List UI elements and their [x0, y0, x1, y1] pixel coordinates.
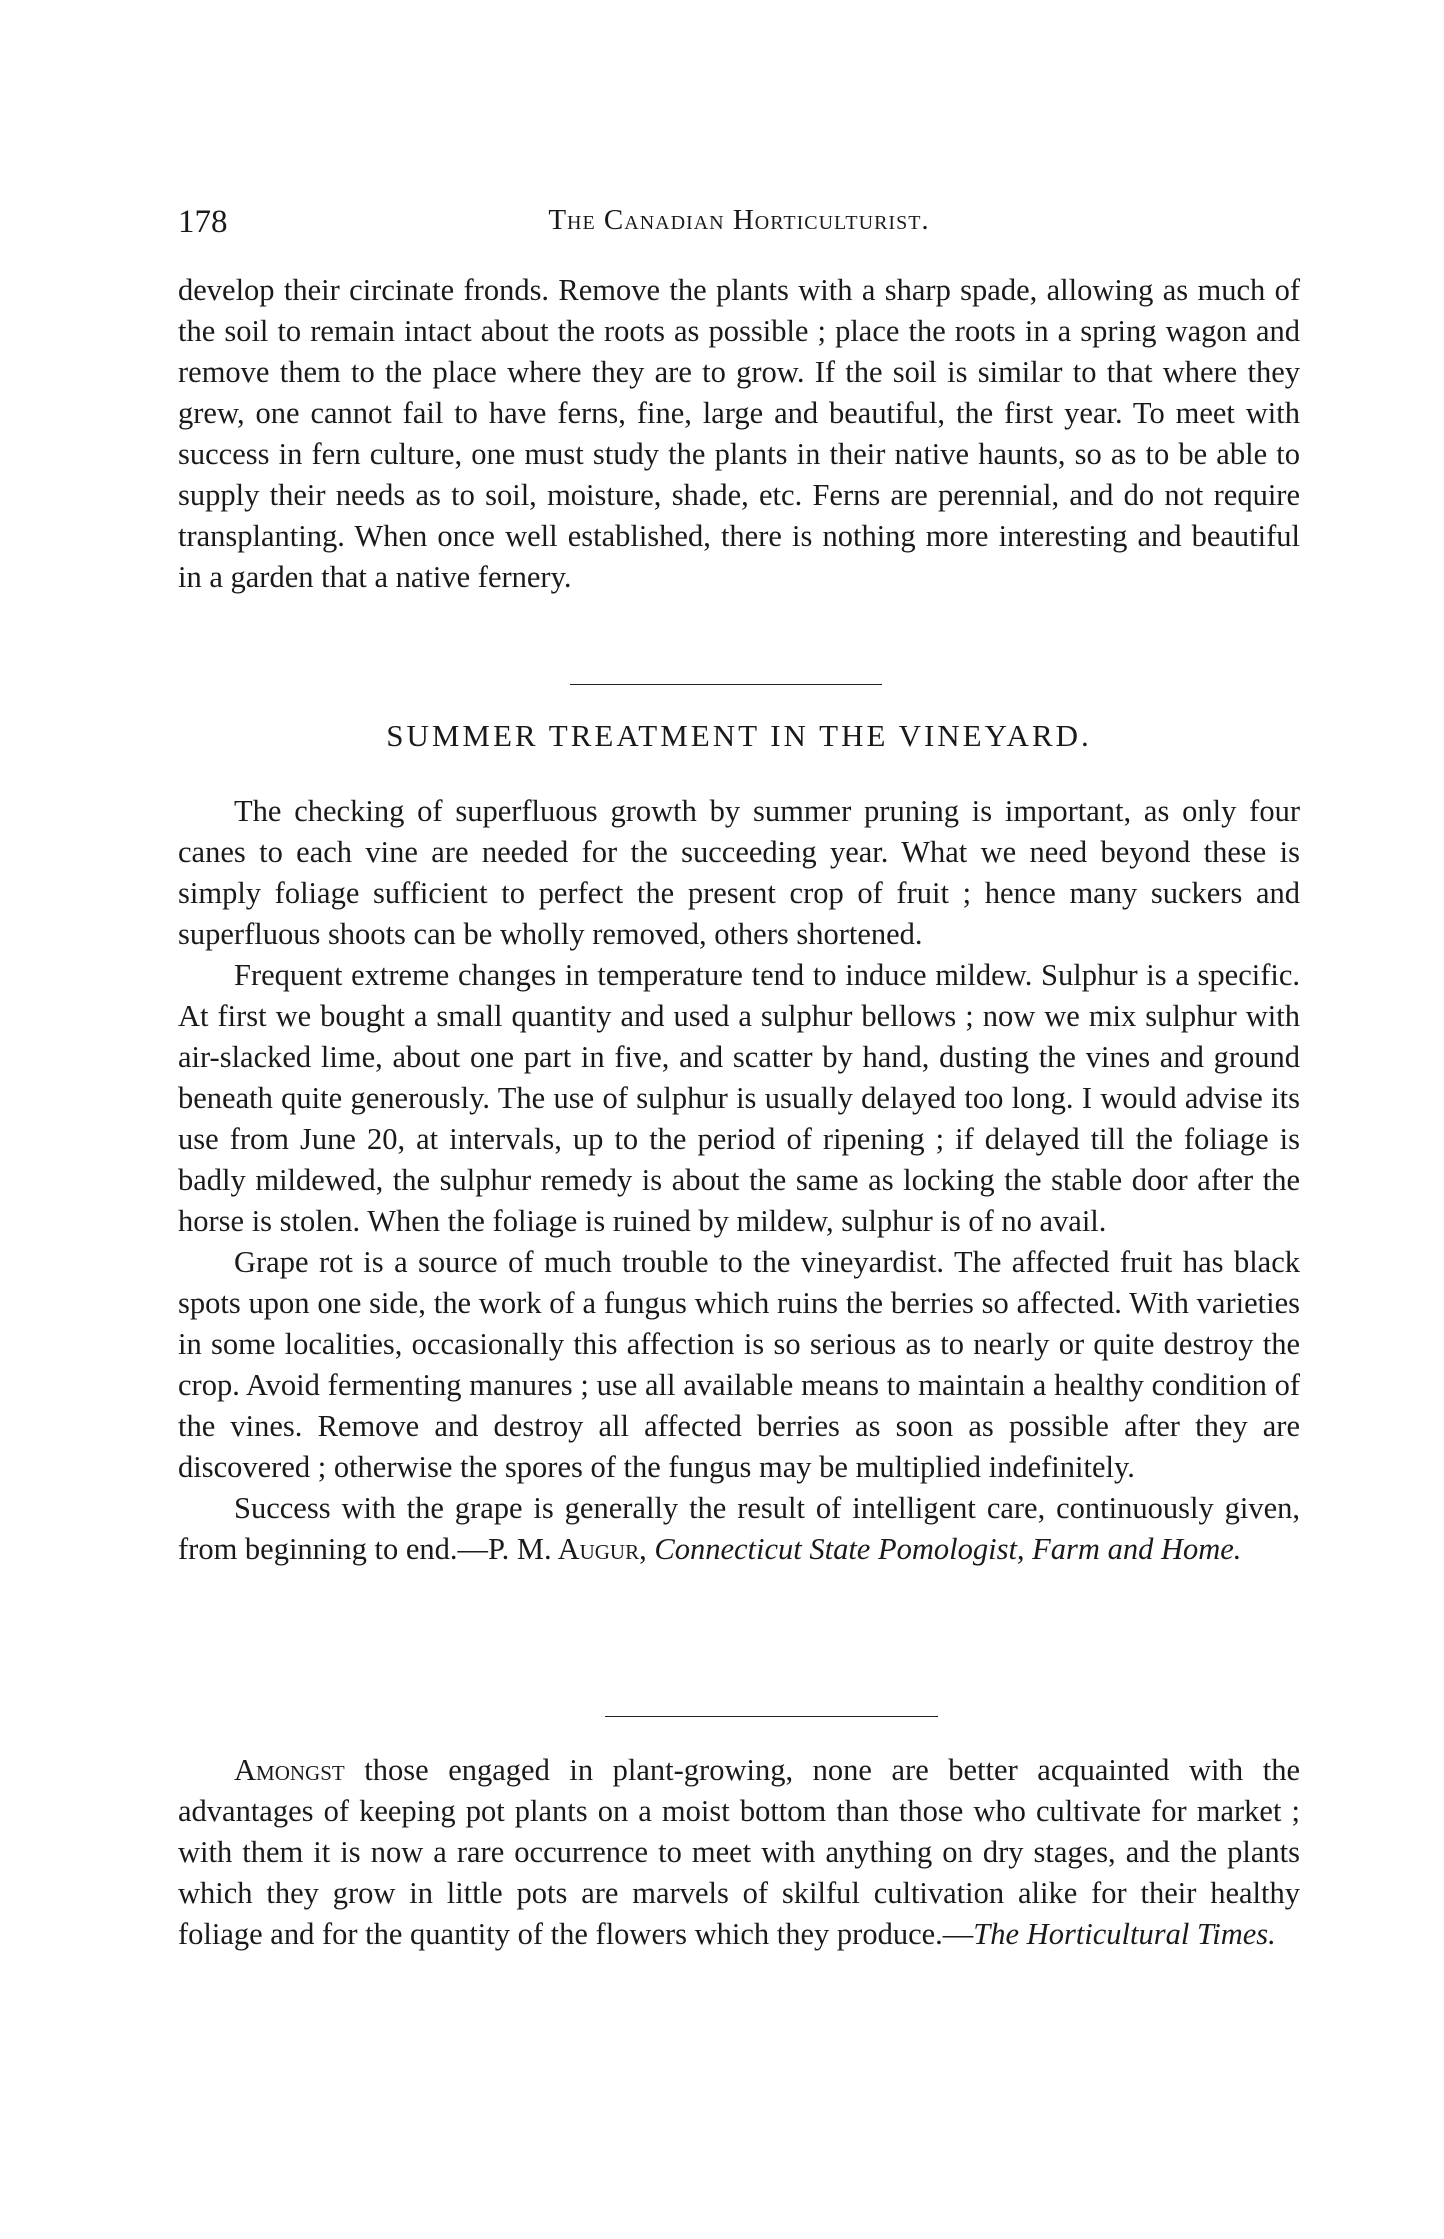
section-divider: [605, 1716, 938, 1717]
lead-word: Amongst: [234, 1753, 345, 1787]
paragraph-text: Success with the grape is generally the result of intelligent care, continuously given, from beginning to end.—: [178, 1491, 1300, 1566]
paragraph: Grape rot is a source of much trouble to the vineyardist. The affected fruit has black spots upon one side, the work of a fungus which ruins the berries so affected. With varieties in some localities, occasionally this affection is so serious as to nearly or quite destroy the crop. Avoid fermenting manures ; use all available means to maintain a healthy condition of the vines. Remove and destroy all affected berries as soon as possible after they are discovered ; otherwise the spores of the fungus may be multiplied indefinitely.: [178, 1245, 1300, 1484]
section-divider: [570, 684, 882, 685]
article-title: SUMMER TREATMENT IN THE VINEYARD.: [386, 718, 1092, 753]
vineyard-article-body: [178, 791, 1300, 1570]
page-number: 178: [178, 204, 228, 240]
paragraph: [178, 1488, 1300, 1570]
paragraph: Frequent extreme changes in temperature tend to induce mildew. Sulphur is a specific. At first we bought a small quantity and used a sulphur bellows ; now we mix sulphur with air-slacked lime, about one part in five, and scatter by hand, dusting the vines and ground beneath quite generously. The use of sulphur is usually delayed too long. I would advise its use from June 20, at intervals, up to the period of ripening ; if delayed till the foliage is badly mildewed, the sulphur remedy is about the same as locking the stable door after the horse is stolen. When the foliage is ruined by mildew, sulphur is of no avail.: [178, 958, 1300, 1238]
author-name: P. M. Augur,: [488, 1532, 647, 1566]
paragraph: The checking of superfluous growth by summer pruning is important, as only four canes to each vine are needed for the succeeding year. What we need beyond these is simply foliage sufficient to perfect the present crop of fruit ; hence many suckers and superfluous shoots can be wholly removed, others shortened.: [178, 794, 1300, 951]
journal-title: The Canadian Horticulturist.: [548, 204, 930, 236]
source-credit: The Horticultural Times.: [973, 1917, 1276, 1951]
paragraph: develop their circinate fronds. Remove the plants with a sharp spade, allowing as much of the soil to remain intact about the roots as possible ; place the roots in a spring wagon and remove them to the place where they are to grow. If the soil is similar to that where they grew, one cannot fail to have ferns, fine, large and beautiful, the first year. To meet with success in fern culture, one must study the plants in their native haunts, so as to be able to supply their needs as to soil, moisture, shade, etc. Ferns are perennial, and do not require transplanting. When once well established, there is nothing more interesting and beautiful in a garden that a native fernery.: [178, 273, 1300, 594]
fern-article-continuation: [178, 270, 1300, 598]
plant-note: [178, 1750, 1300, 1955]
paragraph-text: those engaged in plant-growing, none are better acquainted with the advantages of keeping pot plants on a moist bottom than those who cultivate for market ; with them it is now a rare occurrence to meet with anything on dry stages, and the plants which they grow in little pots are marvels of skilful cultivation alike for their healthy foliage and for the quantity of the flowers which they produce.—: [178, 1753, 1300, 1951]
paragraph: [178, 1750, 1300, 1955]
running-head: [178, 204, 1300, 244]
author-credit: Connecticut State Pomologist, Farm and Home.: [654, 1532, 1242, 1566]
